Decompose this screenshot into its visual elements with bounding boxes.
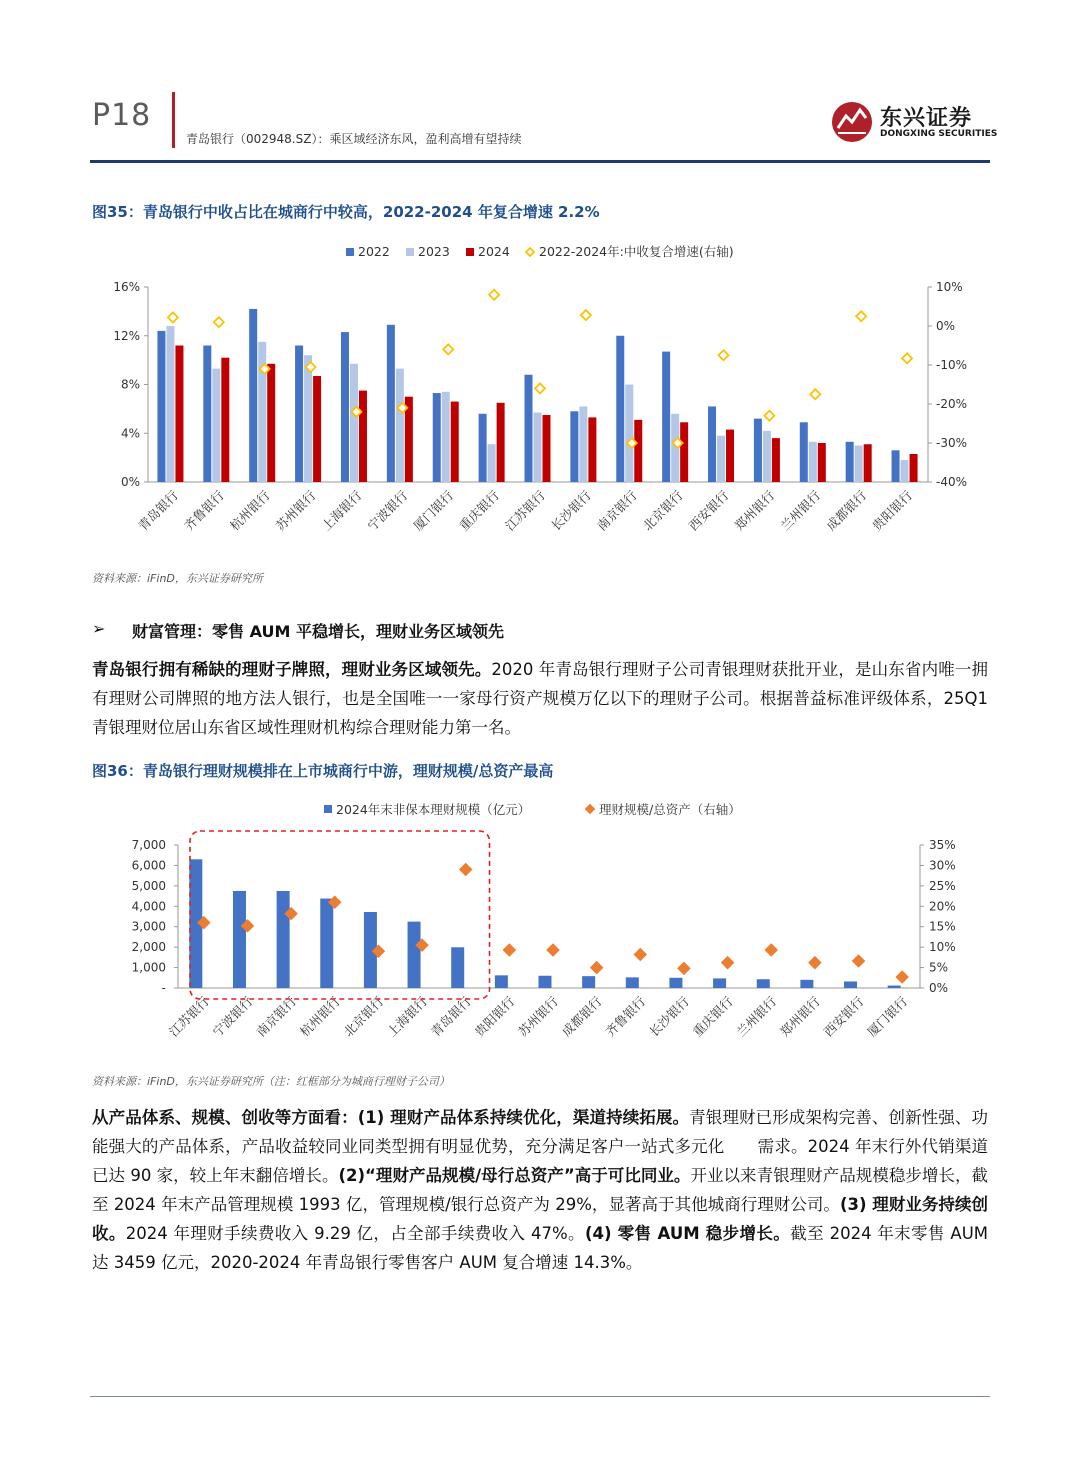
x-tick-label: 兰州银行 — [733, 993, 780, 1040]
x-tick-label: 郑州银行 — [777, 993, 824, 1040]
y-tick-label: 5,000 — [131, 878, 166, 893]
bar-2022-西安银行 — [708, 406, 716, 482]
y2-tick-label: -40% — [936, 475, 968, 489]
bar-2022-厦门银行 — [433, 393, 441, 482]
section-arrow: ➢ — [92, 619, 106, 638]
legend-swatch-2022 — [346, 248, 354, 256]
bar-aum-厦门银行 — [888, 986, 901, 988]
paragraph-1-lead: 青岛银行拥有稀缺的理财子牌照，理财业务区域领先。 — [92, 660, 492, 679]
report-title: 青岛银行（002948.SZ）：乘区域经济东风，盈利高增有望持续 — [186, 132, 522, 146]
ratio-marker-西安银行 — [853, 956, 864, 967]
y2-tick-label: 5% — [929, 960, 949, 975]
y2-tick-label: -20% — [936, 397, 968, 411]
bar-2022-北京银行 — [662, 352, 670, 482]
bar-2024-郑州银行 — [772, 438, 780, 482]
bar-2024-江苏银行 — [543, 415, 551, 482]
legend-label-ratio: 理财规模/总资产（右轴） — [599, 802, 741, 817]
y2-tick-label: 25% — [929, 878, 956, 893]
figure36-source: 资料来源：iFinD，东兴证券研究所（注：红框部分为城商行理财子公司） — [92, 1075, 450, 1088]
bar-aum-郑州银行 — [800, 980, 813, 988]
bar-2023-长沙银行 — [579, 406, 587, 482]
bar-2022-上海银行 — [341, 332, 349, 482]
legend-swatch-2024 — [466, 248, 474, 256]
bar-2022-江苏银行 — [525, 375, 533, 482]
y2-tick-label: -10% — [936, 358, 968, 372]
ratio-marker-青岛银行 — [460, 864, 471, 875]
x-tick-label: 青岛银行 — [135, 487, 182, 534]
bar-2023-厦门银行 — [442, 392, 450, 482]
legend-swatch-2023 — [406, 248, 414, 256]
bar-2024-青岛银行 — [175, 346, 183, 483]
legend-label-aum: 2024年末非保本理财规模（亿元） — [336, 802, 531, 817]
x-tick-label: 厦门银行 — [864, 993, 911, 1040]
bar-2024-上海银行 — [359, 391, 367, 482]
bar-2023-苏州银行 — [304, 355, 312, 482]
bar-2024-齐鲁银行 — [221, 358, 229, 482]
bar-aum-重庆银行 — [713, 978, 726, 988]
y-tick-label: 6,000 — [131, 858, 166, 873]
paragraph-2 — [92, 1103, 988, 1277]
bar-2024-兰州银行 — [818, 443, 826, 482]
legend-label-2022: 2022 — [358, 244, 390, 259]
bar-2023-兰州银行 — [809, 442, 817, 482]
x-tick-label: 西安银行 — [685, 487, 732, 534]
y-tick-label: 3,000 — [131, 919, 166, 934]
bar-2023-齐鲁银行 — [212, 369, 220, 482]
bar-2022-贵阳银行 — [892, 450, 900, 482]
page-number: P18 — [92, 98, 152, 133]
y2-tick-label: 0% — [929, 981, 949, 995]
x-tick-label: 青岛银行 — [427, 993, 474, 1040]
bar-aum-杭州银行 — [320, 899, 333, 988]
bar-aum-长沙银行 — [669, 978, 682, 988]
bar-aum-成都银行 — [582, 976, 595, 988]
bar-2023-江苏银行 — [534, 413, 542, 482]
bar-2023-青岛银行 — [166, 326, 174, 482]
footer-rule — [90, 1396, 990, 1397]
bar-2024-重庆银行 — [497, 403, 505, 482]
x-tick-label: 重庆银行 — [689, 993, 736, 1040]
bar-2022-成都银行 — [846, 442, 854, 482]
paragraph-2-point3: (3) 理财业务持续创收。 — [92, 1195, 988, 1243]
figure36-chart — [90, 795, 990, 1065]
x-tick-label: 南京银行 — [593, 487, 640, 534]
ratio-marker-长沙银行 — [678, 963, 689, 974]
y2-tick-label: 10% — [929, 940, 956, 955]
cagr-marker-兰州银行 — [810, 389, 820, 399]
x-tick-label: 成都银行 — [823, 487, 870, 534]
ratio-marker-郑州银行 — [809, 957, 820, 968]
figure36-title: 图36：青岛银行理财规模排在上市城商行中游，理财规模/总资产最高 — [92, 762, 554, 780]
paragraph-2-text3: 2024 年理财手续费收入 9.29 亿，占全部手续费收入 47%。 — [125, 1224, 585, 1243]
y2-tick-label: 30% — [929, 858, 956, 873]
bar-2024-长沙银行 — [588, 417, 596, 482]
bar-2024-西安银行 — [726, 430, 734, 482]
legend-label-2023: 2023 — [418, 244, 450, 259]
bar-2022-郑州银行 — [754, 419, 762, 482]
y2-tick-label: 0% — [936, 319, 956, 333]
paragraph-2-point4: (4) 零售 AUM 稳步增长。 — [584, 1224, 791, 1243]
bar-2022-苏州银行 — [295, 346, 303, 483]
cagr-marker-江苏银行 — [535, 383, 545, 393]
bar-2023-成都银行 — [855, 445, 863, 482]
bar-2024-北京银行 — [680, 422, 688, 482]
y-tick-label: 16% — [113, 280, 140, 294]
ratio-marker-贵阳银行 — [504, 945, 515, 956]
bar-aum-青岛银行 — [451, 947, 464, 988]
x-tick-label: 贵阳银行 — [869, 487, 916, 534]
paragraph-1 — [92, 655, 988, 742]
cagr-marker-成都银行 — [856, 311, 866, 321]
paragraph-2-text1: 青银理财已形成架构完善、创新性强、功能强大的产品体系，产品收益较同业同类型拥有明显优势，充分满足客户一站式多元化 需求。2024 年末行外代销渠道已达 90 家，较上年末翻倍增长。 — [92, 1108, 988, 1185]
y-tick-label: 4% — [120, 426, 140, 441]
y2-tick-label: 20% — [929, 899, 956, 914]
legend-diamond-cagr — [526, 248, 534, 256]
y-tick-label: 2,000 — [131, 940, 166, 955]
x-tick-label: 郑州银行 — [731, 487, 778, 534]
y-tick-label: 0% — [120, 475, 140, 489]
bar-2022-重庆银行 — [479, 414, 487, 482]
x-tick-label: 杭州银行 — [226, 487, 273, 534]
x-tick-label: 长沙银行 — [646, 993, 693, 1040]
figure35-chart — [90, 235, 990, 575]
logo-text-cn: 东兴证券 — [880, 106, 973, 131]
y-tick-label: - — [161, 981, 166, 995]
cagr-marker-郑州银行 — [764, 411, 774, 421]
bar-2023-宁波银行 — [396, 369, 404, 482]
x-tick-label: 兰州银行 — [777, 487, 824, 534]
cagr-marker-西安银行 — [719, 350, 729, 360]
x-tick-label: 成都银行 — [558, 993, 605, 1040]
y2-tick-label: 10% — [936, 280, 963, 294]
y2-tick-label: 15% — [929, 919, 956, 934]
header-divider — [172, 92, 175, 148]
x-tick-label: 贵阳银行 — [471, 993, 518, 1040]
x-tick-label: 苏州银行 — [515, 993, 562, 1040]
paragraph-2-text4: 截至 2024 年末零售 AUM 达 3459 亿元，2020-2024 年青岛银行零售客户 AUM 复合增速 14.3%。 — [92, 1224, 989, 1272]
x-tick-label: 长沙银行 — [548, 487, 595, 534]
logo-text-en: DONGXING SECURITIES — [880, 129, 998, 139]
bar-aum-苏州银行 — [539, 976, 552, 988]
bar-2023-上海银行 — [350, 364, 358, 482]
bar-aum-兰州银行 — [757, 979, 770, 988]
bar-2023-杭州银行 — [258, 342, 266, 482]
ratio-marker-苏州银行 — [548, 945, 559, 956]
paragraph-2-point1: 从产品体系、规模、创收等方面看：(1) 理财产品体系持续优化，渠道持续拓展。 — [92, 1108, 690, 1127]
legend-diamond-ratio — [586, 805, 594, 813]
y2-tick-label: -30% — [936, 436, 968, 450]
header-rule — [90, 160, 990, 163]
cagr-marker-贵阳银行 — [902, 353, 912, 363]
legend-swatch-aum — [324, 805, 332, 813]
bar-2022-南京银行 — [616, 336, 624, 482]
bar-2024-杭州银行 — [267, 364, 275, 482]
x-tick-label: 宁波银行 — [364, 487, 411, 534]
bar-2022-杭州银行 — [249, 309, 257, 482]
bar-2023-郑州银行 — [763, 431, 771, 482]
paragraph-2-text2: 开业以来青银理财产品规模稳步增长，截至 2024 年末产品管理规模 1993 亿，管理规模/银行总资产为 29%，显著高于其他城商行理财公司。 — [92, 1166, 989, 1214]
y-tick-label: 12% — [113, 328, 140, 343]
legend-label-2024: 2024 — [478, 244, 510, 259]
company-logo-icon — [830, 100, 876, 144]
bar-aum-南京银行 — [277, 891, 290, 988]
y-tick-label: 7,000 — [131, 838, 166, 852]
x-tick-label: 北京银行 — [340, 993, 387, 1040]
x-tick-label: 杭州银行 — [296, 993, 343, 1040]
ratio-marker-成都银行 — [591, 962, 602, 973]
legend-label-cagr: 2022-2024年:中收复合增速(右轴) — [539, 244, 734, 259]
ratio-marker-厦门银行 — [897, 971, 908, 982]
cagr-marker-长沙银行 — [581, 310, 591, 320]
y-tick-label: 8% — [120, 377, 140, 392]
x-tick-label: 宁波银行 — [209, 993, 256, 1040]
x-tick-label: 齐鲁银行 — [180, 487, 227, 534]
bar-2024-苏州银行 — [313, 376, 321, 482]
y-tick-label: 4,000 — [131, 899, 166, 914]
ratio-marker-齐鲁银行 — [635, 949, 646, 960]
bar-2023-重庆银行 — [488, 444, 496, 482]
bar-2022-青岛银行 — [157, 331, 165, 482]
ratio-marker-兰州银行 — [766, 945, 777, 956]
bar-2022-长沙银行 — [570, 411, 578, 482]
x-tick-label: 厦门银行 — [410, 487, 457, 534]
bar-aum-齐鲁银行 — [626, 977, 639, 988]
x-tick-label: 齐鲁银行 — [602, 993, 649, 1040]
paragraph-1-body: 2020 年青岛银行理财子公司青银理财获批开业，是山东省内唯一拥有理财公司牌照的地方法人银行，也是全国唯一一家母行资产规模万亿以下的理财子公司。根据普益标准评级体系，25Q1 青银理财位居山东省区域性理财机构综合理财能力第一名。 — [92, 660, 988, 737]
bar-2023-西安银行 — [717, 436, 725, 482]
y2-tick-label: 35% — [929, 838, 956, 852]
bar-2022-宁波银行 — [387, 325, 395, 482]
bar-aum-上海银行 — [408, 922, 421, 988]
figure35-title: 图35：青岛银行中收占比在城商行中较高，2022-2024 年复合增速 2.2% — [92, 203, 600, 221]
figure35-source: 资料来源：iFinD，东兴证券研究所 — [92, 572, 263, 585]
bar-2024-贵阳银行 — [910, 454, 918, 482]
section-title: 财富管理：零售 AUM 平稳增长，理财业务区域领先 — [132, 622, 504, 641]
x-tick-label: 西安银行 — [820, 993, 867, 1040]
x-tick-label: 上海银行 — [384, 993, 431, 1040]
x-tick-label: 上海银行 — [318, 487, 365, 534]
x-tick-label: 重庆银行 — [456, 487, 503, 534]
cagr-marker-重庆银行 — [489, 290, 499, 300]
bar-2022-兰州银行 — [800, 422, 808, 482]
bar-2024-厦门银行 — [451, 402, 459, 482]
bar-2024-南京银行 — [634, 420, 642, 482]
bar-aum-宁波银行 — [233, 891, 246, 988]
bar-2023-南京银行 — [625, 385, 633, 483]
cagr-marker-齐鲁银行 — [214, 317, 224, 327]
x-tick-label: 苏州银行 — [272, 487, 319, 534]
cagr-marker-厦门银行 — [443, 344, 453, 354]
bar-aum-西安银行 — [844, 981, 857, 988]
x-tick-label: 南京银行 — [253, 993, 300, 1040]
x-tick-label: 江苏银行 — [502, 487, 549, 534]
x-tick-label: 江苏银行 — [165, 993, 212, 1040]
paragraph-2-point2: (2)“理财产品规模/母行总资产”高于可比同业。 — [338, 1166, 691, 1185]
bar-aum-贵阳银行 — [495, 975, 508, 988]
cagr-marker-青岛银行 — [168, 312, 178, 322]
bar-2022-齐鲁银行 — [203, 346, 211, 483]
bar-2023-贵阳银行 — [901, 460, 909, 482]
ratio-marker-重庆银行 — [722, 957, 733, 968]
x-tick-label: 北京银行 — [639, 487, 686, 534]
y-tick-label: 1,000 — [131, 960, 166, 975]
bar-2024-成都银行 — [864, 444, 872, 482]
